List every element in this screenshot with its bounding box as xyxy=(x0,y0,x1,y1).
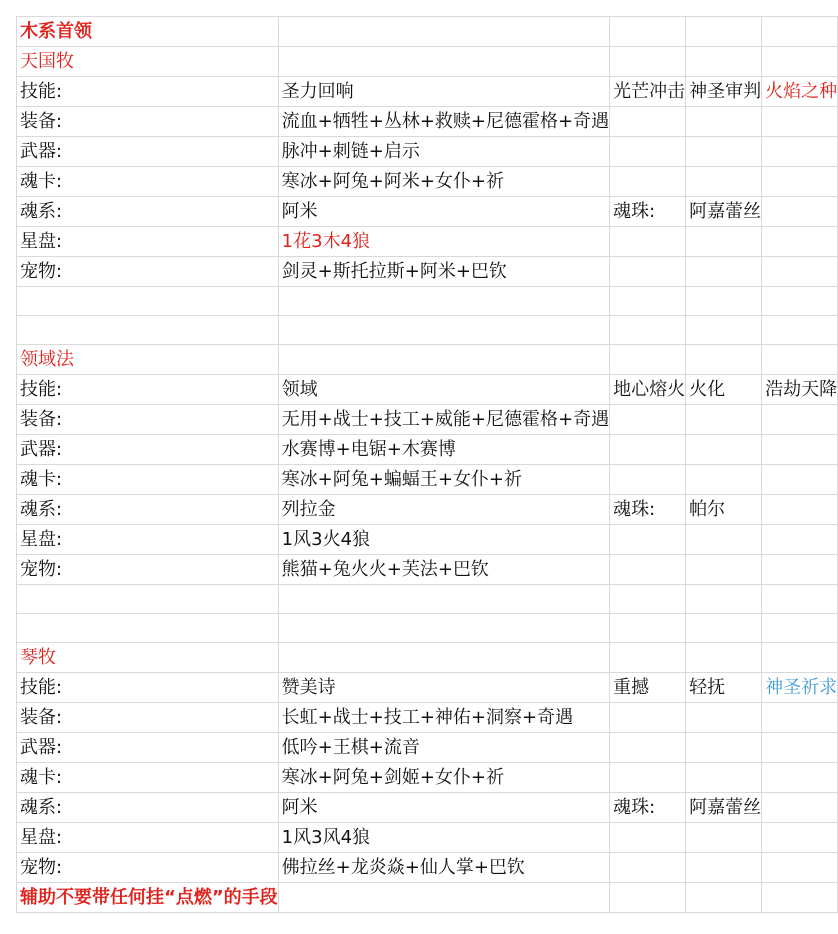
sheet-row xyxy=(17,197,838,227)
sheet-cell[interactable] xyxy=(278,585,609,614)
sheet-cell[interactable] xyxy=(762,257,838,287)
sheet-row xyxy=(17,137,838,167)
sheet-cell[interactable] xyxy=(610,435,686,465)
sheet-cell[interactable]: 重撼 xyxy=(610,673,686,703)
sheet-cell[interactable]: 魂系: xyxy=(17,495,279,525)
sheet-cell[interactable]: 星盘: xyxy=(17,227,279,257)
sheet-cell[interactable]: 水赛博+电锯+木赛博 xyxy=(278,435,609,465)
sheet-row xyxy=(17,107,838,137)
sheet-cell[interactable]: 武器: xyxy=(17,733,279,763)
sheet-cell[interactable]: 1风3风4狼 xyxy=(278,823,609,853)
sheet-cell[interactable]: 武器: xyxy=(17,435,279,465)
sheet-row xyxy=(17,47,838,77)
sheet-cell[interactable]: 魂珠: xyxy=(610,793,686,823)
sheet-cell[interactable]: 宠物: xyxy=(17,853,279,883)
sheet-cell[interactable] xyxy=(686,107,762,137)
sheet-cell[interactable] xyxy=(762,585,838,614)
sheet-cell[interactable]: 装备: xyxy=(17,107,279,137)
sheet-cell[interactable]: 星盘: xyxy=(17,525,279,555)
sheet-cell[interactable] xyxy=(278,643,609,673)
sheet-cell[interactable] xyxy=(610,614,686,643)
sheet-row xyxy=(17,643,838,673)
sheet-row xyxy=(17,257,838,287)
sheet-cell[interactable]: 领域法 xyxy=(17,345,279,375)
sheet-row xyxy=(17,465,838,495)
sheet-cell[interactable] xyxy=(610,853,686,883)
sheet-row xyxy=(17,733,838,763)
sheet-cell[interactable] xyxy=(686,287,762,316)
sheet-cell[interactable] xyxy=(762,47,838,77)
sheet-cell[interactable]: 魂珠: xyxy=(610,495,686,525)
sheet-cell[interactable] xyxy=(610,733,686,763)
sheet-row xyxy=(17,495,838,525)
sheet-cell[interactable] xyxy=(17,287,279,316)
sheet-cell[interactable]: 装备: xyxy=(17,703,279,733)
sheet-cell[interactable]: 技能: xyxy=(17,673,279,703)
sheet-cell[interactable] xyxy=(686,614,762,643)
sheet-cell[interactable] xyxy=(610,316,686,345)
sheet-cell[interactable]: 星盘: xyxy=(17,823,279,853)
sheet-cell[interactable]: 列拉金 xyxy=(278,495,609,525)
sheet-cell[interactable] xyxy=(610,703,686,733)
sheet-row xyxy=(17,375,838,405)
sheet-cell[interactable]: 阿嘉蕾丝 xyxy=(686,197,762,227)
sheet-row xyxy=(17,555,838,585)
sheet-cell[interactable] xyxy=(17,585,279,614)
sheet-cell[interactable] xyxy=(278,316,609,345)
sheet-cell[interactable]: 脉冲+刺链+启示 xyxy=(278,137,609,167)
sheet-cell[interactable] xyxy=(686,555,762,585)
sheet-cell[interactable] xyxy=(762,197,838,227)
sheet-cell[interactable] xyxy=(610,167,686,197)
sheet-cell[interactable]: 低吟+王棋+流音 xyxy=(278,733,609,763)
sheet-cell[interactable] xyxy=(686,465,762,495)
sheet-row xyxy=(17,823,838,853)
sheet-cell[interactable] xyxy=(278,287,609,316)
sheet-cell[interactable] xyxy=(610,227,686,257)
sheet-cell[interactable] xyxy=(278,17,609,47)
sheet-cell[interactable] xyxy=(762,733,838,763)
sheet-cell[interactable] xyxy=(762,107,838,137)
sheet-cell[interactable] xyxy=(278,345,609,375)
sheet-cell[interactable]: 武器: xyxy=(17,137,279,167)
sheet-row xyxy=(17,614,838,643)
sheet-cell[interactable] xyxy=(686,345,762,375)
sheet-row xyxy=(17,316,838,345)
sheet-row xyxy=(17,673,838,703)
sheet-cell[interactable] xyxy=(610,465,686,495)
sheet-cell[interactable] xyxy=(762,495,838,525)
sheet-cell[interactable]: 火焰之种 xyxy=(762,77,838,107)
sheet-cell[interactable] xyxy=(610,763,686,793)
sheet-cell[interactable] xyxy=(278,883,609,913)
sheet-cell[interactable] xyxy=(762,703,838,733)
sheet-cell[interactable] xyxy=(686,257,762,287)
sheet-cell[interactable]: 装备: xyxy=(17,405,279,435)
sheet-cell[interactable] xyxy=(762,853,838,883)
sheet-cell[interactable] xyxy=(686,316,762,345)
sheet-cell[interactable] xyxy=(686,883,762,913)
sheet-cell[interactable] xyxy=(762,793,838,823)
sheet-row xyxy=(17,17,838,47)
sheet-cell[interactable] xyxy=(610,823,686,853)
sheet-row xyxy=(17,167,838,197)
sheet-cell[interactable]: 技能: xyxy=(17,77,279,107)
sheet-row xyxy=(17,793,838,823)
sheet-cell[interactable]: 魂系: xyxy=(17,793,279,823)
spreadsheet-grid xyxy=(16,16,838,913)
sheet-cell[interactable] xyxy=(686,853,762,883)
sheet-row xyxy=(17,703,838,733)
sheet-cell[interactable]: 木系首领 xyxy=(17,17,279,47)
sheet-cell[interactable] xyxy=(610,643,686,673)
sheet-cell[interactable] xyxy=(686,643,762,673)
sheet-cell[interactable] xyxy=(762,137,838,167)
sheet-cell[interactable] xyxy=(762,345,838,375)
sheet-cell[interactable]: 魂卡: xyxy=(17,763,279,793)
sheet-cell[interactable] xyxy=(610,585,686,614)
sheet-cell[interactable] xyxy=(686,167,762,197)
sheet-cell[interactable]: 1风3火4狼 xyxy=(278,525,609,555)
sheet-cell[interactable]: 宠物: xyxy=(17,555,279,585)
sheet-cell[interactable] xyxy=(686,703,762,733)
sheet-cell[interactable] xyxy=(762,17,838,47)
sheet-cell[interactable] xyxy=(686,525,762,555)
sheet-cell[interactable] xyxy=(686,47,762,77)
sheet-cell[interactable] xyxy=(762,227,838,257)
sheet-cell[interactable]: 琴牧 xyxy=(17,643,279,673)
sheet-cell[interactable]: 流血+牺牲+丛林+救赎+尼德霍格+奇遇 xyxy=(278,107,609,137)
sheet-cell[interactable]: 寒冰+阿兔+剑姬+女仆+祈 xyxy=(278,763,609,793)
sheet-cell[interactable] xyxy=(686,585,762,614)
sheet-cell[interactable] xyxy=(610,257,686,287)
sheet-cell[interactable]: 轻抚 xyxy=(686,673,762,703)
sheet-cell[interactable]: 魂系: xyxy=(17,197,279,227)
sheet-row xyxy=(17,405,838,435)
sheet-row xyxy=(17,525,838,555)
sheet-cell[interactable]: 技能: xyxy=(17,375,279,405)
sheet-cell[interactable] xyxy=(762,614,838,643)
sheet-cell[interactable]: 阿嘉蕾丝 xyxy=(686,793,762,823)
sheet-cell[interactable]: 魂卡: xyxy=(17,465,279,495)
sheet-cell[interactable] xyxy=(762,883,838,913)
sheet-cell[interactable] xyxy=(686,823,762,853)
sheet-cell[interactable]: 神圣祈求 xyxy=(762,673,838,703)
sheet-cell[interactable] xyxy=(686,435,762,465)
sheet-cell[interactable] xyxy=(610,47,686,77)
sheet-cell[interactable] xyxy=(762,435,838,465)
sheet-cell[interactable]: 无用+战士+技工+威能+尼德霍格+奇遇 xyxy=(278,405,609,435)
sheet-cell[interactable]: 天国牧 xyxy=(17,47,279,77)
sheet-cell[interactable] xyxy=(762,287,838,316)
sheet-cell[interactable] xyxy=(610,883,686,913)
sheet-cell[interactable]: 地心熔火 xyxy=(610,375,686,405)
sheet-cell[interactable] xyxy=(762,555,838,585)
sheet-cell[interactable]: 圣力回响 xyxy=(278,77,609,107)
sheet-cell[interactable] xyxy=(610,345,686,375)
sheet-cell[interactable] xyxy=(278,47,609,77)
sheet-cell[interactable] xyxy=(762,167,838,197)
sheet-cell[interactable]: 帕尔 xyxy=(686,495,762,525)
sheet-cell[interactable] xyxy=(762,823,838,853)
sheet-row xyxy=(17,345,838,375)
sheet-cell[interactable] xyxy=(762,316,838,345)
sheet-cell[interactable] xyxy=(17,316,279,345)
sheet-cell[interactable]: 魂卡: xyxy=(17,167,279,197)
sheet-cell[interactable]: 浩劫天降 xyxy=(762,375,838,405)
sheet-cell[interactable]: 剑灵+斯托拉斯+阿米+巴钦 xyxy=(278,257,609,287)
sheet-cell[interactable] xyxy=(610,555,686,585)
sheet-row xyxy=(17,763,838,793)
sheet-cell[interactable] xyxy=(17,614,279,643)
sheet-cell[interactable] xyxy=(610,525,686,555)
sheet-row xyxy=(17,883,838,913)
sheet-cell[interactable] xyxy=(610,137,686,167)
sheet-cell[interactable]: 阿米 xyxy=(278,793,609,823)
sheet-cell[interactable] xyxy=(610,17,686,47)
sheet-cell[interactable] xyxy=(686,405,762,435)
sheet-cell[interactable]: 神圣审判 xyxy=(686,77,762,107)
sheet-row xyxy=(17,77,838,107)
sheet-cell[interactable]: 领域 xyxy=(278,375,609,405)
sheet-cell[interactable]: 阿米 xyxy=(278,197,609,227)
sheet-row xyxy=(17,585,838,614)
sheet-cell[interactable] xyxy=(762,405,838,435)
sheet-cell[interactable] xyxy=(686,227,762,257)
sheet-cell[interactable]: 光芒冲击 xyxy=(610,77,686,107)
sheet-cell[interactable] xyxy=(762,763,838,793)
sheet-cell[interactable]: 1花3木4狼 xyxy=(278,227,609,257)
sheet-cell[interactable]: 熊猫+兔火火+芙法+巴钦 xyxy=(278,555,609,585)
sheet-row xyxy=(17,227,838,257)
sheet-cell[interactable] xyxy=(686,763,762,793)
sheet-cell[interactable] xyxy=(610,405,686,435)
sheet-cell[interactable] xyxy=(686,733,762,763)
sheet-cell[interactable] xyxy=(762,525,838,555)
sheet-cell[interactable] xyxy=(762,643,838,673)
sheet-cell[interactable]: 佛拉丝+龙炎焱+仙人掌+巴钦 xyxy=(278,853,609,883)
sheet-row xyxy=(17,287,838,316)
sheet-cell[interactable] xyxy=(762,465,838,495)
sheet-cell[interactable]: 宠物: xyxy=(17,257,279,287)
sheet-cell[interactable]: 魂珠: xyxy=(610,197,686,227)
sheet-cell[interactable]: 火化 xyxy=(686,375,762,405)
sheet-cell[interactable]: 寒冰+阿兔+阿米+女仆+祈 xyxy=(278,167,609,197)
sheet-cell[interactable] xyxy=(610,107,686,137)
sheet-cell[interactable]: 长虹+战士+技工+神佑+洞察+奇遇 xyxy=(278,703,609,733)
sheet-cell[interactable] xyxy=(686,137,762,167)
sheet-row xyxy=(17,435,838,465)
sheet-cell[interactable] xyxy=(278,614,609,643)
sheet-cell[interactable] xyxy=(610,287,686,316)
sheet-cell[interactable]: 寒冰+阿兔+蝙蝠王+女仆+祈 xyxy=(278,465,609,495)
sheet-cell[interactable]: 赞美诗 xyxy=(278,673,609,703)
sheet-cell[interactable] xyxy=(686,17,762,47)
sheet-row xyxy=(17,853,838,883)
sheet-cell[interactable]: 辅助不要带任何挂“点燃”的手段 xyxy=(17,883,279,913)
